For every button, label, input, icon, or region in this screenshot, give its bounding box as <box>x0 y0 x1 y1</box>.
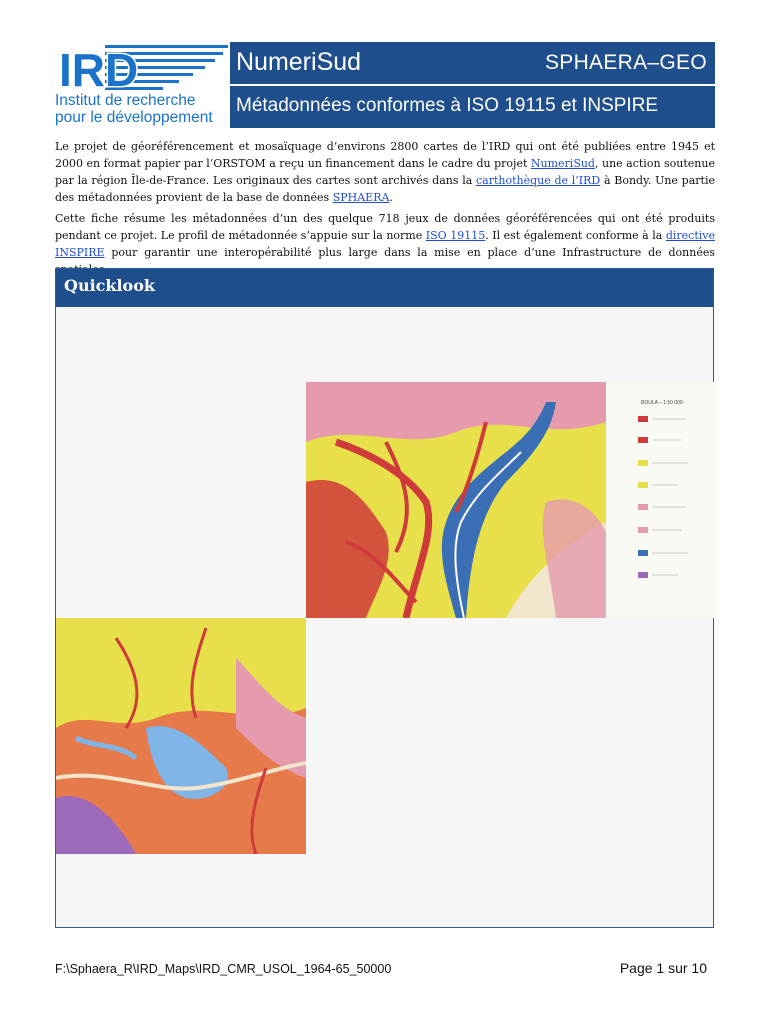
logo-text: IRD <box>59 44 139 94</box>
text-run: . <box>389 191 393 204</box>
ird-logo-mark <box>55 42 228 94</box>
link-directive-inspire[interactable]: directive INSPIRE <box>55 229 716 259</box>
footer-file-path: F:\Sphaera_R\IRD_Maps\IRD_CMR_USOL_1964-65_50000 <box>55 962 392 976</box>
text-run: . Il est également conforme à la <box>485 229 666 242</box>
text-run: Le projet de géoréférencement et mosaïquage d’environs 2800 cartes de l’IRD qui ont été publiées entre 1945 et 2000 en format papier par l’ORSTOM a reçu un financement dans le cadre du projet <box>55 140 715 170</box>
header-title-bar <box>230 42 715 84</box>
quicklook-map-2 <box>56 618 306 854</box>
link-sphaera[interactable]: SPHAERA <box>332 191 390 204</box>
ird-logo <box>55 42 228 128</box>
map1-legend-area <box>606 382 716 618</box>
footer-page-number: Page 1 sur 10 <box>619 960 707 976</box>
app-title: NumeriSud <box>236 48 362 76</box>
link-iso-19115[interactable]: ISO 19115 <box>425 229 486 242</box>
link-carthotheque[interactable]: carthothèque de l’IRD <box>476 174 601 187</box>
header-subtitle: Métadonnées conformes à ISO 19115 et INSPIRE <box>236 95 659 116</box>
logo-line-2: pour le développement <box>55 109 213 126</box>
text-run: pour garantir une interopérabilité plus large dans la mise en place d’une Infrastructure de données <box>111 246 715 259</box>
quicklook-heading: Quicklook <box>56 269 713 307</box>
map1-legend-title: BOULA – 1:50 000 <box>641 400 683 406</box>
text-run: à Bondy. Une partie des métadonnées provient de la base de données <box>55 174 715 204</box>
quicklook-panel <box>55 268 714 928</box>
header-subtitle-bar <box>230 86 715 128</box>
link-numerisud[interactable]: NumeriSud <box>530 157 595 170</box>
text-run: Cette fiche résume les métadonnées d’un des quelque 718 jeux de données géoréférencées qui ont été produits pendant ce projet. Le profil de métadonnée s’appuie sur la norme <box>55 212 715 242</box>
header-right-label: SPHAERA–GEO <box>544 51 707 74</box>
intro-paragraph-1 <box>55 138 715 206</box>
logo-line-1: Institut de recherche <box>55 92 196 109</box>
quicklook-map-1 <box>306 382 716 618</box>
document-header <box>55 42 715 128</box>
text-run: , une action soutenue par la région Île-de-France. Les originaux des cartes sont archivés dans la <box>55 157 715 187</box>
